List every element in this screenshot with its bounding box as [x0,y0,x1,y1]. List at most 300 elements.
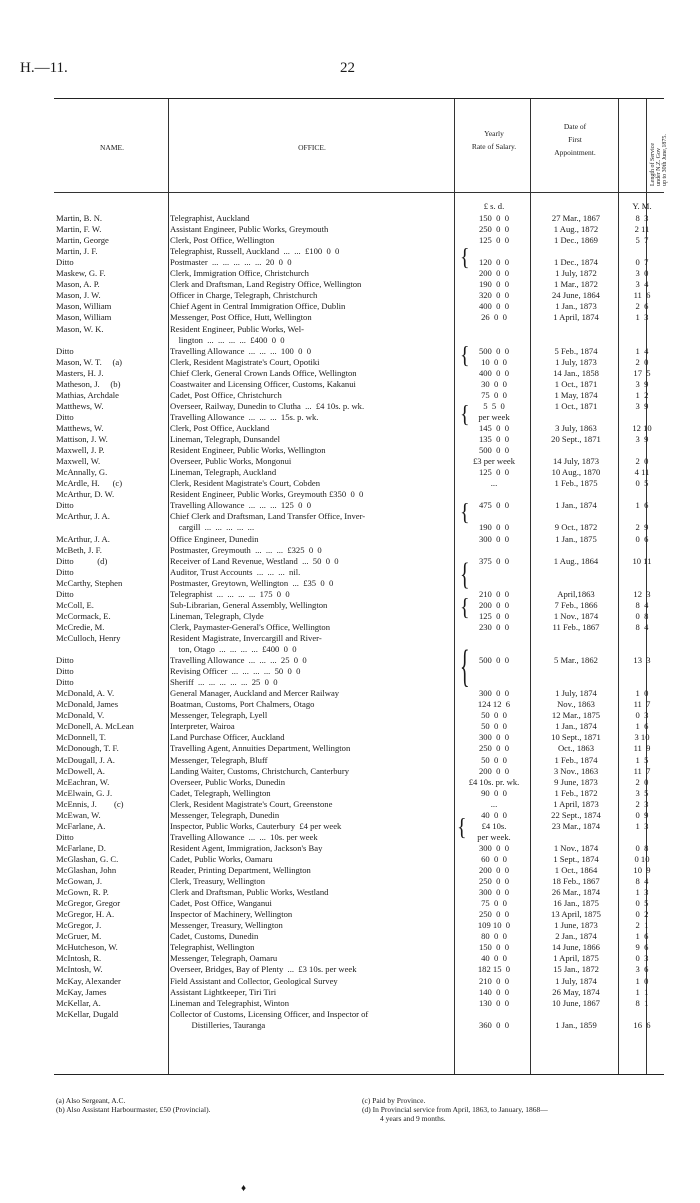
cell-name: Mathias, Archdale [56,389,120,400]
cell-office: Chief Clerk and Draftsman, Land Transfer Office, Inver- [170,511,366,522]
cell-salary: 26 0 0 [481,312,507,323]
cell-len: 0 5 [635,898,649,909]
cell-date: 10 Sept., 1871 [551,732,601,743]
cell-salary: 500 0 0 [478,345,510,356]
cell-salary: 250 0 0 [478,743,510,754]
cell-name: McDonell, A. McLean [56,721,134,732]
cell-office: Telegraphist, Russell, Auckland ... ... £100 0 0 [170,246,340,257]
cell-salary: 500 0 0 [478,445,510,456]
cell-len: 2 1 [635,920,649,931]
cell-name: McGregor, Gregor [56,898,121,909]
cell-office: Revising Officer ... ... ... ... 50 0 0 [170,666,301,676]
cell-name: Martin, George [56,235,109,246]
cell-office: Office Engineer, Dunedin [170,533,259,544]
cell-date: 1 July, 1874 [555,688,597,699]
cell-len: 11 7 [633,699,651,710]
cell-name: McFarlane, D. [56,842,106,853]
cell-name: Maskew, G. F. [56,268,106,279]
cell-len: 1 2 [635,389,649,400]
cell-len: 1 6 [635,500,649,511]
cell-len: 2 0 [635,456,649,467]
cell-office: Distilleries, Tauranga [170,1019,266,1030]
cell-len: 3 9 [635,400,649,411]
cell-date: 1 Jan., 1875 [555,533,597,544]
cell-salary: 182 15 0 [477,964,511,975]
cell-name: McDonald, A. V. [56,688,115,699]
cell-salary: 40 0 0 [481,809,507,820]
brace-matthews: { [460,401,470,429]
cell-salary: 140 0 0 [478,986,510,997]
cell-date: 1 May, 1874 [554,389,598,400]
col-date-header [532,120,618,159]
salary-header-line2: Rate of Salary. [471,142,517,151]
cell-office: Resident Engineer, Public Works, Greymouth £350 0 0 [170,489,364,500]
cell-salary: 190 0 0 [478,279,510,290]
cell-date: 1 Jan., 1874 [555,500,597,511]
cell-date: 9 June, 1873 [554,776,598,787]
cell-name: Ditto [56,831,74,842]
cell-date: 14 June, 1866 [552,942,600,953]
cell-office: Travelling Agent, Annuities Department, Wellington [170,743,351,754]
cell-salary: £4 10s. [481,820,507,831]
cell-date: 1 Sept., 1874 [553,853,599,864]
cell-date: 1 Nov., 1874 [553,842,599,853]
cell-date: 1 April, 1875 [553,953,599,964]
cell-date: 1 Mar., 1872 [554,279,598,290]
cell-salary: £3 per week [473,456,515,467]
cell-len: 8 4 [635,621,649,632]
length-header-line2: under N.Z. Gov [656,148,663,186]
cell-len: 1 6 [635,931,649,942]
cell-date: 11 Feb., 1867 [552,621,600,632]
cell-salary: 300 0 0 [478,688,510,699]
cell-date: 1 Aug., 1872 [553,224,599,235]
cell-office: Inspector, Public Works, Cauterbury £4 per week [170,820,342,831]
cell-date: 23 Mar., 1874 [551,820,601,831]
brace-martin: { [460,244,470,272]
cell-salary: 125 0 0 [478,610,510,621]
cell-date: 24 June, 1864 [552,290,600,301]
cell-len: 8 1 [635,997,649,1008]
cell-date: 20 Sept., 1871 [551,434,601,444]
cell-salary: 135 0 0 [478,434,510,444]
cell-name: Martin, F. W. [56,224,102,235]
cell-office: Clerk, Paymaster-General's Office, Wellington [170,621,331,632]
cell-name: McColl, E. [56,599,94,610]
cell-name: McGowan, J. [56,876,103,886]
cell-salary: 210 0 0 [478,588,510,599]
cell-office: Clerk, Treasury, Wellington [170,876,266,886]
cell-salary: 200 0 0 [478,765,510,776]
cell-office: cargill ... ... ... ... ... [170,522,255,533]
cell-office: Messenger, Treasury, Wellington [170,920,283,931]
date-header-line1: Date of [563,122,587,131]
cell-office: Clerk, Resident Magistrate's Court, Opotiki [170,356,320,367]
cell-date: 10 Aug., 1870 [551,467,601,478]
cell-date: 1 April, 1874 [553,312,599,323]
cell-name: McGregor, J. [56,920,102,931]
cell-len: 0 9 [635,809,649,820]
cell-salary: 145 0 0 [478,423,510,433]
cell-office: Clerk, Post Office, Wellington [170,235,275,246]
cell-office: Overseer, Bridges, Bay of Plenty ... £3 10s. per week [170,964,357,975]
cell-name: Ditto [56,257,74,268]
cell-office: Chief Agent in Central Immigration Office, Dublin [170,301,346,312]
cell-office: Chief Clerk, General Crown Lands Office, Wellington [170,367,357,378]
cell-salary: 300 0 0 [478,842,510,853]
cell-name: McHutcheson, W. [56,942,118,953]
cell-office: Auditor, Trust Accounts ... ... ... nil. [170,566,301,577]
cell-name: McKellar, Dugald [56,1008,119,1019]
cell-len: 1 3 [635,820,649,831]
cell-office: Telegraphist ... ... ... ... 175 0 0 [170,588,290,599]
cell-office: Assistant Lightkeeper, Tiri Tiri [170,986,277,997]
date-header-line3: Appointment. [554,148,596,157]
cell-salary: 124 12 6 [477,699,511,710]
cell-salary: 230 0 0 [478,621,510,632]
cell-date: 13 April, 1875 [551,909,601,920]
cell-len: 13 3 [633,655,651,665]
cell-office: Sheriff ... ... ... ... ... 25 0 0 [170,677,278,688]
col-office-header: OFFICE. [298,143,326,152]
cell-date: 26 Mar., 1874 [551,887,601,898]
cell-office: Messenger, Telegraph, Oamaru [170,953,278,964]
cell-salary: 109 10 0 [477,920,511,931]
cell-office: Travelling Allowance ... ... 10s. per week [170,831,318,842]
cell-salary: 190 0 0 [478,522,510,533]
cell-salary: 120 0 0 [478,257,510,268]
length-header-line3: up to 30th June,1875. [662,134,669,186]
cell-name: McIntosh, R. [56,953,102,964]
cell-office: Coastwaiter and Licensing Officer, Customs, Kakanui [170,378,356,389]
cell-date: 1 June, 1873 [554,920,598,931]
cell-len: 3 5 [635,787,649,798]
cell-office: Cadet, Public Works, Oamaru [170,853,273,864]
cell-salary: 150 0 0 [478,213,510,223]
cell-name: Mason, William [56,312,112,323]
cell-date: 14 Jan., 1858 [553,367,599,378]
cell-date: 1 Jan., 1859 [555,1019,597,1030]
cell-name: McIntosh, W. [56,964,103,975]
cell-office: Field Assistant and Collector, Geological Survey [170,975,338,986]
cell-date: 5 Mar., 1862 [554,655,598,665]
cell-len: 10 11 [632,555,652,566]
cell-office: Resident Magistrate, Invercargill and River- [170,632,322,643]
cell-name: Ditto [56,655,74,665]
cell-salary: 80 0 0 [481,931,507,942]
cell-name: McArthur, D. W. [56,489,115,500]
cell-name: McElwain, G. J. [56,787,113,798]
cell-len: 1 3 [635,312,649,323]
cell-len: 3 9 [635,434,649,444]
cell-salary: 475 0 0 [478,500,510,511]
cell-len: 0 3 [635,953,649,964]
cell-len: 11 7 [633,765,651,776]
cell-salary: 130 0 0 [478,997,510,1008]
brace-mcarthur: { [460,499,470,527]
cell-date: 1 Feb., 1874 [554,754,598,765]
cell-salary: ... [490,478,498,489]
cell-name: McEnnis, J. (c) [56,798,124,809]
cell-office: Cadet, Telegraph, Wellington [170,787,271,798]
cell-office: Lineman and Telegraphist, Winton [170,997,290,1008]
cell-len: 4 11 [634,467,650,478]
col-salary-header [456,127,532,153]
cell-salary: 90 0 0 [481,787,507,798]
cell-office: Messenger, Telegraph, Bluff [170,754,268,765]
cell-office: Telegraphist, Wellington [170,942,255,953]
cell-office: Telegraphist, Auckland [170,213,250,223]
cell-name: McDonough, T. F. [56,743,119,754]
page-number: 22 [340,60,355,76]
cell-office: Messenger, Telegraph, Dunedin [170,809,280,820]
cell-office: Clerk and Draftsman, Land Registry Office, Wellington [170,279,362,290]
cell-len: 1 0 [635,975,649,986]
cell-len: 8 3 [635,213,649,223]
cell-len: 2 6 [635,301,649,312]
cell-name: Ditto (d) [56,555,108,566]
cell-salary: 400 0 0 [478,367,510,378]
cell-salary: 300 0 0 [478,732,510,743]
cell-name: McDougall, J. A. [56,754,115,765]
cell-salary: 125 0 0 [478,235,510,246]
cell-salary: 300 0 0 [478,887,510,898]
cell-name: McEachran, W. [56,776,110,787]
cell-office: Clerk and Draftsman, Public Works, Westland [170,887,329,898]
cell-office: Lineman, Telegraph, Auckland [170,467,277,478]
date-header-line2: First [568,135,582,144]
cell-date: 1 Aug., 1864 [553,555,599,566]
cell-salary: 40 0 0 [481,953,507,964]
cell-name: Mason, W. T. (a) [56,356,123,367]
cell-salary: 360 0 0 [478,1019,510,1030]
cell-len: 1 1 [635,986,649,997]
cell-name: McCredie, M. [56,621,105,632]
cell-name: McKay, Alexander [56,975,121,986]
cell-len: 9 6 [635,942,649,953]
cell-name: McKay, James [56,986,107,997]
cell-len: 0 2 [635,909,649,920]
cell-salary: 200 0 0 [478,599,510,610]
cell-office: Reader, Printing Department, Wellington [170,865,311,875]
cell-salary: per week. [477,831,511,842]
cell-salary: 75 0 0 [481,898,507,909]
cell-len: 16 6 [633,1019,651,1030]
cell-len: 3 10 [634,732,650,743]
cell-salary: 5 5 0 [483,400,505,411]
page-code: H.—11. [20,60,68,76]
cell-date: 9 Oct., 1872 [554,522,598,533]
cell-name: Ditto [56,411,74,422]
cell-date: 1 Nov., 1874 [553,610,599,621]
cell-office: Overseer, Public Works, Dunedin [170,776,286,787]
cell-office: Landing Waiter, Customs, Christchurch, Canterbury [170,765,350,776]
cell-date: April,1863 [557,588,595,599]
cell-office: Clerk, Immigration Office, Christchurch [170,268,309,279]
cell-office: Clerk, Resident Magistrate's Court, Cobden [170,478,321,489]
cell-salary: 60 0 0 [481,853,507,864]
cell-name: Mason, A. P. [56,279,100,290]
cell-office: Postmaster ... ... ... ... ... 20 0 0 [170,257,292,268]
cell-office: Postmaster, Greytown, Wellington ... £35 0 0 [170,577,334,588]
cell-len: 1 5 [635,754,649,765]
cell-date: 1 Feb., 1875 [554,478,598,489]
cell-len: 3 6 [635,964,649,975]
cell-len: 3 9 [635,378,649,389]
cell-len: 0 10 [634,853,650,864]
cell-date: 14 July, 1873 [553,456,599,467]
cell-date: 22 Sept., 1874 [551,809,601,820]
cell-name: Matthews, W. [56,400,104,411]
length-units: Y. M. [632,201,652,211]
cell-office: Sub-Librarian, General Assembly, Wellington [170,599,328,610]
brace-mccarthy: { [460,594,470,622]
cell-office: Resident Agent, Immigration, Jackson's Bay [170,842,323,853]
cell-salary: 250 0 0 [478,909,510,920]
cell-len: 12 10 [632,423,652,433]
cell-office: Messenger, Telegraph, Lyell [170,710,268,721]
cell-date: 2 Jan., 1874 [555,931,597,942]
cell-office: Boatman, Customs, Port Chalmers, Otago [170,699,315,710]
cell-len: 8 4 [635,876,649,886]
cell-name: McGlashan, John [56,865,117,875]
cell-len: 17 5 [633,367,651,378]
cell-date: 1 April, 1873 [553,798,599,809]
cell-office: Lineman, Telegraph, Clyde [170,610,264,621]
cell-name: Matthews, W. [56,423,104,433]
brace-mcfarlane: { [457,814,467,842]
cell-name: Ditto [56,666,74,676]
cell-office: Collector of Customs, Licensing Officer, and Inspector of [170,1008,369,1019]
cell-name: Ditto [56,677,74,688]
cell-len: 2 11 [634,224,650,235]
brace-mcculloch: { [460,641,470,693]
cell-name: McCormack, E. [56,610,111,621]
cell-date: 12 Mar., 1875 [551,710,601,721]
cell-name: McArthur, J. A. [56,511,110,522]
cell-salary: 10 0 0 [481,356,507,367]
cell-date: 15 Jan., 1872 [553,964,599,975]
cell-date: Nov., 1863 [557,699,595,710]
cell-date: 27 Mar., 1867 [551,213,601,223]
cell-name: McGown, R. P. [56,887,109,898]
cell-len: 0 6 [635,533,649,544]
cell-len: 5 7 [635,235,649,246]
cell-date: 1 Oct., 1871 [554,400,598,411]
cell-len: 0 3 [635,710,649,721]
footnote-b: (b) Also Assistant Harbourmaster, £50 (Provincial). [56,1105,211,1114]
cell-date: 1 Dec., 1869 [554,235,598,246]
cell-office: Messenger, Post Office, Hutt, Wellington [170,312,312,323]
cell-office: Travelling Allowance ... ... ... 15s. p. wk. [170,411,319,422]
salary-header-line1: Yearly [484,129,504,138]
cell-salary: 200 0 0 [478,268,510,279]
cell-date: 1 July, 1873 [555,356,597,367]
cell-len: 1 3 [635,887,649,898]
cell-office: Cadet, Customs, Dunedin [170,931,259,942]
cell-date: 1 Jan., 1873 [555,301,597,312]
cell-len: 0 5 [635,478,649,489]
cell-office: Clerk, Resident Magistrate's Court, Greenstone [170,798,333,809]
cell-salary: 75 0 0 [481,389,507,400]
cell-salary: 320 0 0 [478,290,510,301]
cell-name: McGruer, M. [56,931,102,942]
cell-salary: 50 0 0 [481,710,507,721]
cell-office: Overseer, Railway, Dunedin to Clutha ... £4 10s. p. wk. [170,400,365,411]
cell-salary: 300 0 0 [478,533,510,544]
cell-salary: 500 0 0 [478,655,510,665]
footnote-c: (c) Paid by Province. [362,1096,426,1105]
cell-date: 26 May, 1874 [552,986,600,997]
cell-name: Mattison, J. W. [56,434,108,444]
cell-name: Masters, H. J. [56,367,104,378]
cell-name: McAnnally, G. [56,467,108,478]
cell-name: Maxwell, J. P. [56,445,105,456]
cell-date: 1 Feb., 1872 [554,787,598,798]
cell-len: 3 4 [635,279,649,290]
cell-name: McGregor, H. A. [56,909,115,920]
cell-len: 0 8 [635,610,649,621]
footnote-d-cont: 4 years and 9 months. [380,1114,446,1123]
cell-date: 1 July, 1872 [555,268,597,279]
cell-len: 0 7 [635,257,649,268]
cell-name: Ditto [56,588,74,599]
cell-date: 5 Feb., 1874 [554,345,598,356]
cell-office: Overseer, Public Works, Mongonui [170,456,292,467]
cell-name: Mason, W. K. [56,323,104,334]
col-length-header [648,100,669,188]
cell-len: 2 0 [635,356,649,367]
cell-office: Resident Engineer, Public Works, Wel- [170,323,304,334]
cell-len: 2 3 [635,798,649,809]
brace-mason-wk: { [460,342,470,370]
cell-name: McDonnell, T. [56,732,107,743]
cell-len: 2 9 [635,522,649,533]
cell-office: Resident Engineer, Public Works, Wellington [170,445,326,456]
cell-office: Lineman, Telegraph, Dunsandel [170,434,280,444]
cell-office: Travelling Allowance ... ... ... 25 0 0 [170,655,307,665]
cell-office: ton, Otago ... ... ... ... £400 0 0 [170,644,297,654]
cell-name: McFarlane, A. [56,820,106,831]
cell-name: McDonald, James [56,699,119,710]
cell-len: 0 8 [635,842,649,853]
cell-salary: 30 0 0 [481,378,507,389]
cell-len: 11 9 [633,743,651,754]
cell-name: Matheson, J. (b) [56,378,121,389]
cell-salary: per week [478,411,510,422]
cell-len: 10 9 [633,865,651,875]
cell-name: Martin, J. F. [56,246,98,257]
cell-date: 10 June, 1867 [552,997,600,1008]
cell-name: Mason, William [56,301,112,312]
cell-office: Officer in Charge, Telegraph, Christchurch [170,290,318,301]
cell-office: Interpreter, Wairoa [170,721,235,732]
page-mark: ♦ [241,1183,247,1194]
cell-office: Inspector of Machinery, Wellington [170,909,293,920]
cell-name: McArthur, J. A. [56,533,110,544]
cell-name: Ditto [56,566,74,577]
col-name-header: NAME. [100,143,124,152]
footnote-d: (d) In Provincial service from April, 1863, to January, 1868— [362,1105,548,1114]
cell-len: 12 3 [633,588,651,599]
cell-salary: ... [490,798,498,809]
cell-salary: 50 0 0 [481,721,507,732]
cell-date: 3 July, 1863 [555,423,597,433]
cell-name: McKellar, A. [56,997,101,1008]
cell-date: Oct., 1863 [557,743,595,754]
cell-name: McEwan, W. [56,809,101,820]
salary-units: £ s. d. [483,201,505,211]
